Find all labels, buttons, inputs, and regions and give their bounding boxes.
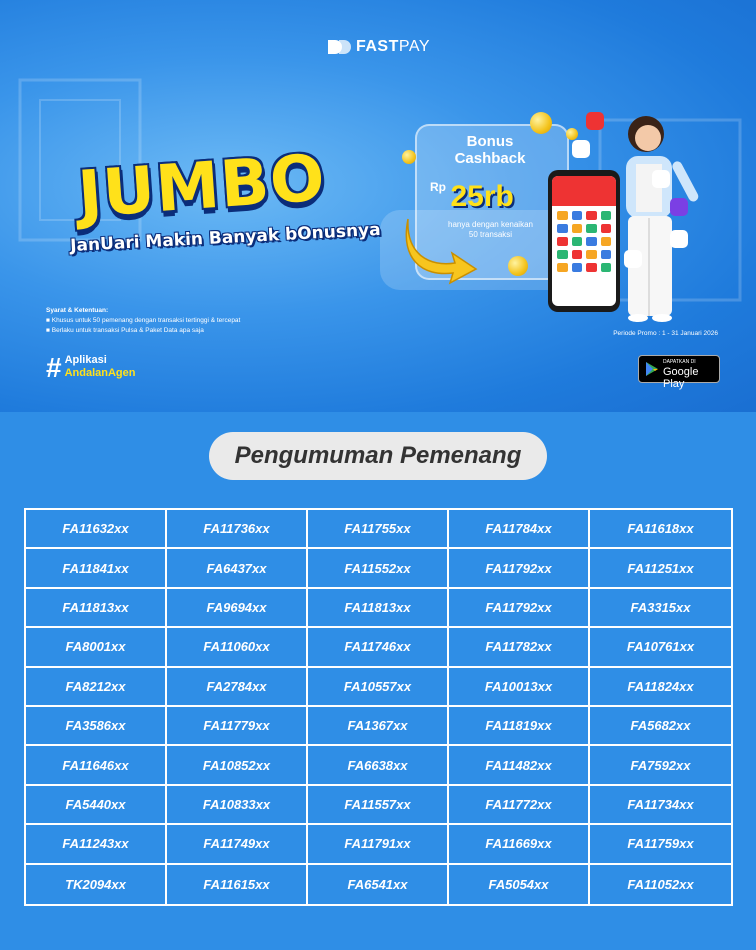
- app-tile-icon: [586, 112, 604, 130]
- winner-id-cell: FA11779xx: [167, 707, 308, 746]
- winner-id-cell: FA11755xx: [308, 510, 449, 549]
- hashtag-line2: AndalanAgen: [64, 367, 136, 379]
- hash-symbol: #: [46, 352, 62, 383]
- winner-id-cell: FA11482xx: [449, 746, 590, 785]
- promo-period: Periode Promo : 1 - 31 Januari 2026: [613, 330, 718, 337]
- app-tile-icon: [624, 250, 642, 268]
- winner-id-cell: FA7592xx: [590, 746, 731, 785]
- winner-id-cell: FA2784xx: [167, 668, 308, 707]
- app-tile-icon: [670, 198, 688, 216]
- winner-id-cell: FA10013xx: [449, 668, 590, 707]
- winner-id-cell: FA11782xx: [449, 628, 590, 667]
- winner-id-cell: FA10557xx: [308, 668, 449, 707]
- winner-id-cell: FA11734xx: [590, 786, 731, 825]
- winner-id-cell: FA11632xx: [26, 510, 167, 549]
- winner-id-cell: FA6437xx: [167, 549, 308, 588]
- google-play-button[interactable]: [638, 355, 720, 390]
- winner-id-cell: FA11552xx: [308, 549, 449, 588]
- winner-id-cell: FA9694xx: [167, 589, 308, 628]
- currency-label: Rp: [430, 180, 446, 194]
- winner-id-cell: FA11791xx: [308, 825, 449, 864]
- app-tile-icon: [572, 140, 590, 158]
- jumbo-tagline: JanUari Makin Banyak bOnusnya: [69, 219, 382, 257]
- store-top-label: DAPATKAN DI: [663, 359, 696, 365]
- winner-id-cell: FA5054xx: [449, 865, 590, 904]
- coin-icon: [530, 112, 552, 134]
- winner-id-cell: FA10833xx: [167, 786, 308, 825]
- bonus-cashback-title: Bonus Cashback: [454, 133, 526, 167]
- winner-id-cell: FA11772xx: [449, 786, 590, 825]
- app-tile-icon: [670, 230, 688, 248]
- coin-icon: [508, 256, 528, 276]
- winner-id-cell: FA6638xx: [308, 746, 449, 785]
- amount-value: 25rb: [450, 180, 514, 213]
- winner-id-cell: FA11841xx: [26, 549, 167, 588]
- winner-id-cell: FA11052xx: [627, 876, 694, 892]
- winner-id-cell: FA3315xx: [590, 589, 731, 628]
- winner-id-cell: FA11646xx: [26, 746, 167, 785]
- jumbo-headline: JUMBO: [75, 141, 328, 233]
- winner-id-cell: FA11243xx: [26, 825, 167, 864]
- terms-title: Syarat & Ketentuan:: [46, 307, 109, 314]
- winner-id-cell: FA11669xx: [449, 825, 590, 864]
- fastpay-logo: [0, 38, 756, 56]
- winner-id-cell: FA11618xx: [590, 510, 731, 549]
- hashtag-line1: Aplikasi: [64, 354, 107, 366]
- winner-id-cell: FA8212xx: [26, 668, 167, 707]
- winner-id-cell: FA11759xx: [590, 825, 731, 864]
- winner-id-cell: FA10852xx: [167, 746, 308, 785]
- winner-id-cell: FA11819xx: [449, 707, 590, 746]
- winners-title: Pengumuman Pemenang: [209, 432, 548, 480]
- winners-table: [24, 508, 733, 906]
- brand-fast: FAST: [355, 38, 399, 55]
- hashtag-badge: [46, 354, 135, 382]
- winner-id-cell: FA11557xx: [308, 786, 449, 825]
- google-play-icon: [645, 361, 659, 377]
- coin-icon: [566, 128, 578, 140]
- coin-icon: [402, 150, 416, 164]
- winner-id-cell: FA11251xx: [590, 549, 731, 588]
- brand-pay: PAY: [398, 38, 431, 55]
- winner-id-cell: FA11060xx: [167, 628, 308, 667]
- winner-id-cell: FA11813xx: [26, 589, 167, 628]
- winner-id-cell: FA11615xx: [167, 865, 308, 904]
- curved-arrow-icon: [400, 215, 480, 285]
- winner-id-cell: FA1367xx: [308, 707, 449, 746]
- terms-block: [46, 306, 240, 336]
- store-name: Google Play: [663, 366, 699, 390]
- winner-id-cell: FA8001xx: [26, 628, 167, 667]
- winner-id-cell: FA11784xx: [449, 510, 590, 549]
- winner-id-cell: FA5682xx: [590, 707, 731, 746]
- winner-id-cell: FA11746xx: [308, 628, 449, 667]
- winner-id-cell: FA11792xx: [449, 589, 590, 628]
- winner-id-cell: TK2094xx: [26, 865, 167, 904]
- winner-id-cell: FA11813xx: [308, 589, 449, 628]
- winner-id-cell: FA11792xx: [449, 549, 590, 588]
- winner-id-cell: FA6541xx: [308, 865, 449, 904]
- winner-id-cell: FA5440xx: [26, 786, 167, 825]
- promo-banner: [0, 0, 756, 412]
- terms-item: ■ Khusus untuk 50 pemenang dengan transaksi tertinggi & tercepat: [46, 317, 241, 324]
- fastpay-mark-icon: [326, 39, 352, 55]
- winner-id-cell: FA3586xx: [26, 707, 167, 746]
- woman-illustration: [598, 108, 708, 323]
- cashback-condition: hanya dengan kenaikan 50 transaksi: [448, 220, 533, 239]
- winner-id-cell: FA11749xx: [167, 825, 308, 864]
- terms-item: ■ Berlaku untuk transaksi Pulsa & Paket Data apa saja: [46, 327, 204, 334]
- winner-id-cell: FA11736xx: [167, 510, 308, 549]
- app-tile-icon: [652, 170, 670, 188]
- winner-id-cell: FA10761xx: [590, 628, 731, 667]
- winners-heading: [0, 432, 756, 480]
- cashback-amount: [430, 180, 514, 214]
- winner-id-cell: FA11824xx: [590, 668, 731, 707]
